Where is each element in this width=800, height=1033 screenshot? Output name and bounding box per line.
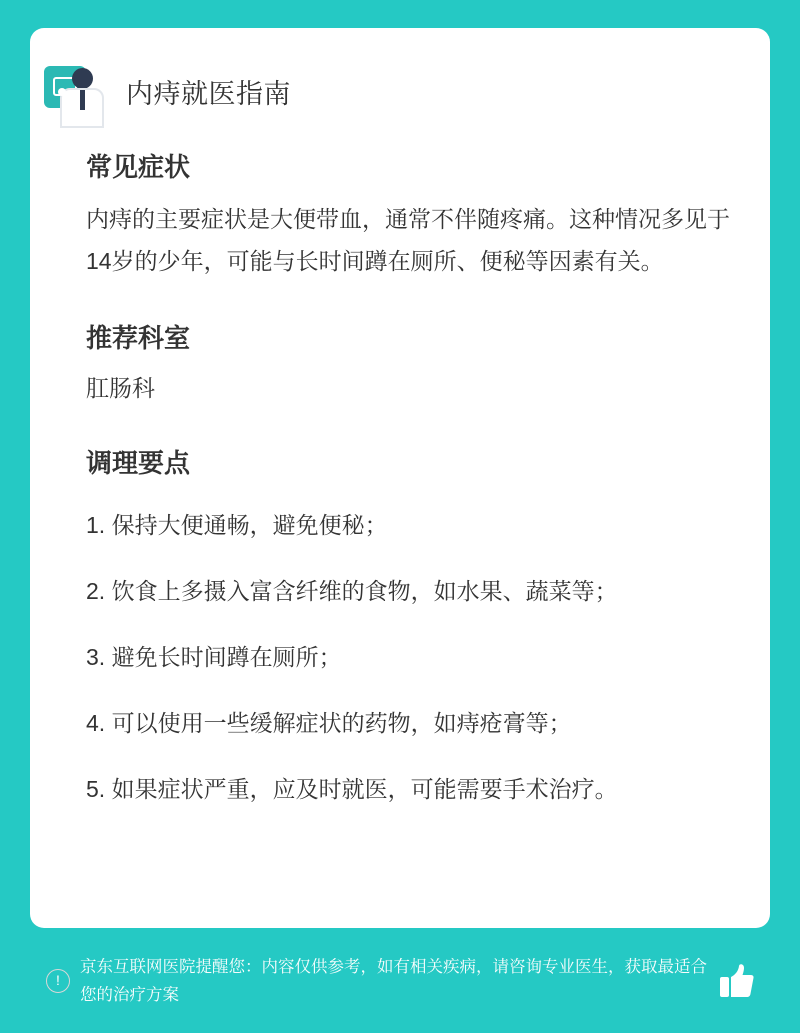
info-icon: ! — [46, 969, 70, 993]
guide-card — [30, 28, 770, 928]
section-text-department: 肛肠科 — [86, 375, 155, 401]
list-item: 2. 饮食上多摄入富含纤维的食物，如水果、蔬菜等； — [86, 578, 618, 604]
care-tips-list — [64, 504, 736, 810]
section-heading-care-tips: 调理要点 — [86, 448, 191, 478]
list-item: 5. 如果症状严重，应及时就医，可能需要手术治疗。 — [86, 776, 618, 802]
section-heading-department: 推荐科室 — [86, 323, 191, 353]
doctor-document-icon — [44, 66, 104, 128]
section-text-symptoms: 内痔的主要症状是大便带血，通常不伴随疼痛。这种情况多见于14岁的少年，可能与长时间蹲在厕所、便秘等因素有关。 — [86, 206, 730, 274]
disclaimer-text: 京东互联网医院提醒您：内容仅供参考，如有相关疾病，请咨询专业医生，获取最适合您的治疗方案 — [80, 958, 707, 1004]
list-item: 3. 避免长时间蹲在厕所； — [86, 644, 342, 670]
section-heading-symptoms: 常见症状 — [86, 152, 191, 182]
thumbs-up-icon[interactable] — [720, 963, 754, 999]
list-item: 4. 可以使用一些缓解症状的药物，如痔疮膏等； — [86, 710, 572, 736]
page-title: 内痔就医指南 — [126, 79, 291, 109]
footer-disclaimer-bar — [30, 945, 770, 1017]
list-item: 1. 保持大便通畅，避免便秘； — [86, 512, 388, 538]
